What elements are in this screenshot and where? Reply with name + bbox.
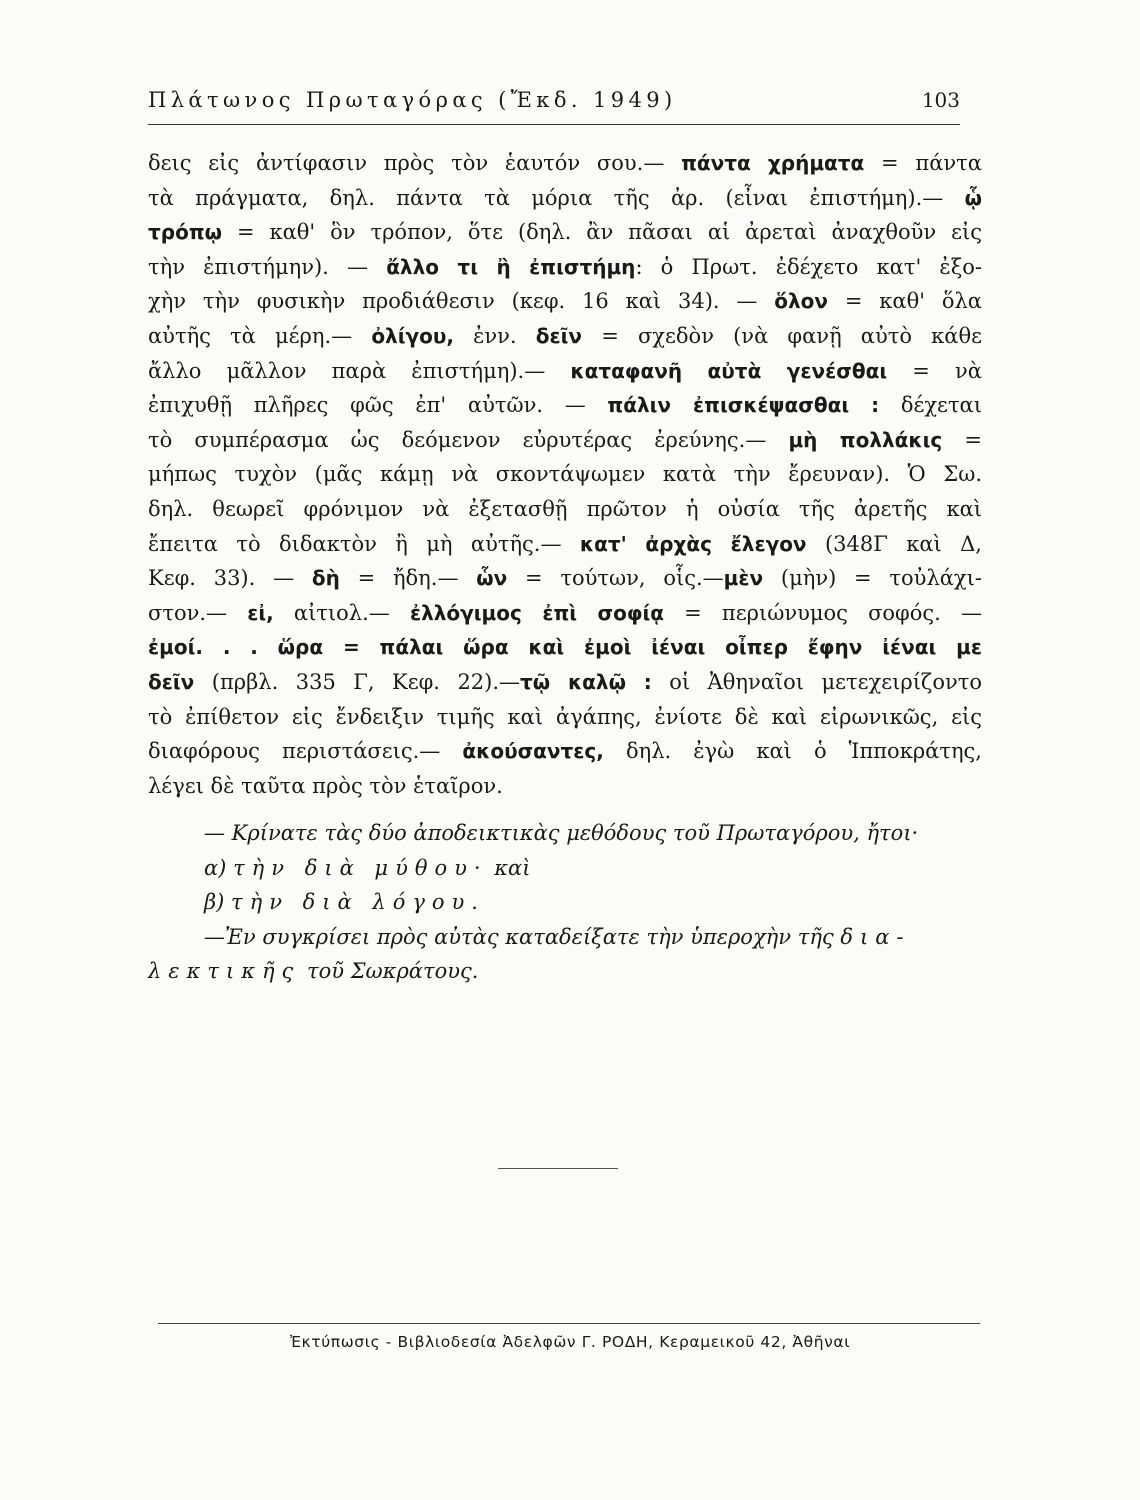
exercise-line-4 [148,920,982,955]
lemma: εἰ, [247,600,274,625]
exercise-line-1: — Κρίνατε τὰς δύο ἀποδεικτικὰς μεθόδους τοῦ Πρωταγόρου, ἤτοι· [204,821,919,845]
exercise-b-prefix: β) [204,890,232,915]
exercise-c-main: —Ἐν συγκρίσει πρὸς αὐτὰς καταδείξατε τὴν ὑπεροχὴν τῆς [204,924,841,949]
exercise-c-spaced-2: λεκτικῆς [148,959,301,984]
gloss: τὰ πράγματα, δηλ. πάντα τὰ μόρια τῆς ἀρ. (εἶναι ἐπιστήμη).— [148,185,965,210]
lemma: ἄλλο τι ἢ ἐπιστήμη [386,254,636,279]
gloss: δεις εἰς ἀντίφασιν πρὸς τὸν ἑαυτόν σου.— [148,151,682,175]
text-line [148,146,982,181]
gloss: = καθ' ὃν τρόπον, ὅτε (δηλ. ἂν πᾶσαι αἱ ἀρεταὶ ἀναχθοῦν εἰς [222,220,982,245]
exercises [148,816,982,989]
gloss: = [942,427,982,452]
gloss: (μὴν) = τοὐλάχι- [763,566,982,591]
exercise-a-suffix: καὶ [487,855,531,880]
text-line [148,215,982,250]
text-line [148,457,982,492]
text-line [148,527,982,562]
gloss: οἱ Ἀθηναῖοι μετεχειρίζοντο [651,669,982,694]
gloss: δέχεται [879,393,982,418]
exercise-c-spaced: δια- [840,924,911,949]
gloss: τὸ συμπέρασμα ὡς δεόμενον εὐρυτέρας ἐρεύνης.— [148,427,789,452]
page-number: 103 [921,88,960,112]
gloss: διαφόρους περιστάσεις.— [148,739,463,764]
gloss: αὐτῆς τὰ μέρη.— [148,323,372,348]
gloss: = τούτων, οἷς.— [507,566,724,591]
lemma: ὀλίγου, [371,323,454,348]
gloss: στον.— [148,600,248,625]
text-line [148,181,982,216]
lemma: καταφανῆ αὐτὰ γενέσθαι [570,358,888,383]
text-line [148,769,982,804]
gloss: τὸ ἐπίθετον εἰς ἔνδειξιν τιμῆς καὶ ἀγάπης, ἐνίοτε δὲ καὶ εἰρωνικῶς, εἰς [148,704,982,729]
text-line [148,423,982,458]
gloss: τὴν ἐπιστήμην). — [148,254,387,279]
text-line [148,665,982,700]
printer-footer: Ἐκτύπωσις - Βιβλιοδεσία Ἀδελφῶν Γ. ΡΟΔΗ, Κεραμεικοῦ 42, Ἀθῆναι [289,1333,851,1351]
text-line [148,596,982,631]
lemma: ἀκούσαντες, [462,739,604,764]
gloss: ἔπειτα τὸ διδακτὸν ἢ μὴ αὐτῆς.— [148,531,580,556]
lemma: τρόπῳ [148,220,223,245]
lemma: μὲν [723,566,764,591]
running-header [148,88,960,125]
commentary-text [148,146,982,803]
gloss: = ἤδη.— [339,566,477,591]
gloss: = καθ' ὅλα [828,289,982,314]
footer-rule [158,1323,980,1324]
gloss: = νὰ [887,358,982,383]
section-divider [498,1168,618,1169]
gloss: ἐπιχυθῇ πλῆρες φῶς ἐπ' αὐτῶν. — [148,393,608,418]
lemma: δὴ [311,566,340,591]
text-line [148,734,982,769]
gloss: (πρβλ. 335 Γ, Κεφ. 22).— [194,669,521,694]
gloss: = σχεδὸν (νὰ φανῇ αὐτὸ κάθε [582,323,982,348]
gloss: = περιώνυμος σοφός. — [664,600,982,625]
exercise-a-prefix: α) [204,855,234,880]
gloss: αἰτιολ.— [273,600,410,625]
gloss: Κεφ. 33). — [148,566,312,591]
lemma: πάντα χρήματα [681,151,865,175]
gloss: δηλ. ἐγὼ καὶ ὁ Ἱπποκράτης, [603,739,982,764]
text-line [148,354,982,389]
lemma: ᾧ [964,185,982,210]
lemma: τῷ καλῷ : [520,669,652,694]
gloss: ἐνν. [453,323,536,348]
lemma: ἐλλόγιμος ἐπὶ σοφίᾳ [409,600,665,625]
lemma: πάλιν ἐπισκέψασθαι : [607,393,880,418]
lemma: ὅλον [774,289,829,314]
text-line [148,561,982,596]
text-line [148,250,982,285]
text-line [148,284,982,319]
lemma: ἐμοί. . . ὥρα = πάλαι ὥρα καὶ ἐμοὶ ἰέναι οἶπερ ἔφην ἰέναι με [148,635,982,660]
text-line [148,700,982,735]
lemma: δεῖν [535,323,583,348]
text-line [148,630,982,665]
exercise-line-2 [148,851,982,886]
exercise-line-5 [148,954,982,989]
gloss: δηλ. θεωρεῖ φρόνιμον νὰ ἐξετασθῇ πρῶτον ἡ οὐσία τῆς ἀρετῆς καὶ [148,496,982,521]
gloss: (348Γ καὶ Δ, [806,531,982,556]
gloss: ἄλλο μᾶλλον παρὰ ἐπιστήμη).— [148,358,571,383]
lemma: ὧν [476,566,508,591]
running-title: Πλάτωνος Πρωταγόρας (Ἔκδ. 1949) [148,88,677,112]
gloss: χὴν τὴν φυσικὴν προδιάθεσιν (κεφ. 16 καὶ 34). — [148,289,775,314]
lemma: κατ' ἀρχὰς ἔλεγον [579,531,807,556]
text-line [148,319,982,354]
gloss: λέγει δὲ ταῦτα πρὸς τὸν ἑταῖρον. [148,773,503,798]
exercise-b-spaced: τὴν διὰ λόγου. [231,890,485,915]
lemma: δεῖν [148,669,195,694]
gloss: μήπως τυχὸν (μᾶς κάμῃ νὰ σκοντάψωμεν κατὰ τὴν ἔρευναν). Ὁ Σω. [148,462,982,487]
exercise-a-spaced: τὴν διὰ μύθου· [233,855,488,880]
text-line [148,388,982,423]
gloss: : ὁ Πρωτ. ἐδέχετο κατ' ἐξο- [635,254,982,279]
exercise-line-3 [148,885,982,920]
lemma: μὴ πολλάκις [788,427,943,452]
exercise-c-suffix: τοῦ Σωκράτους. [300,959,479,984]
gloss: = πάντα [864,151,982,175]
text-line [148,492,982,527]
